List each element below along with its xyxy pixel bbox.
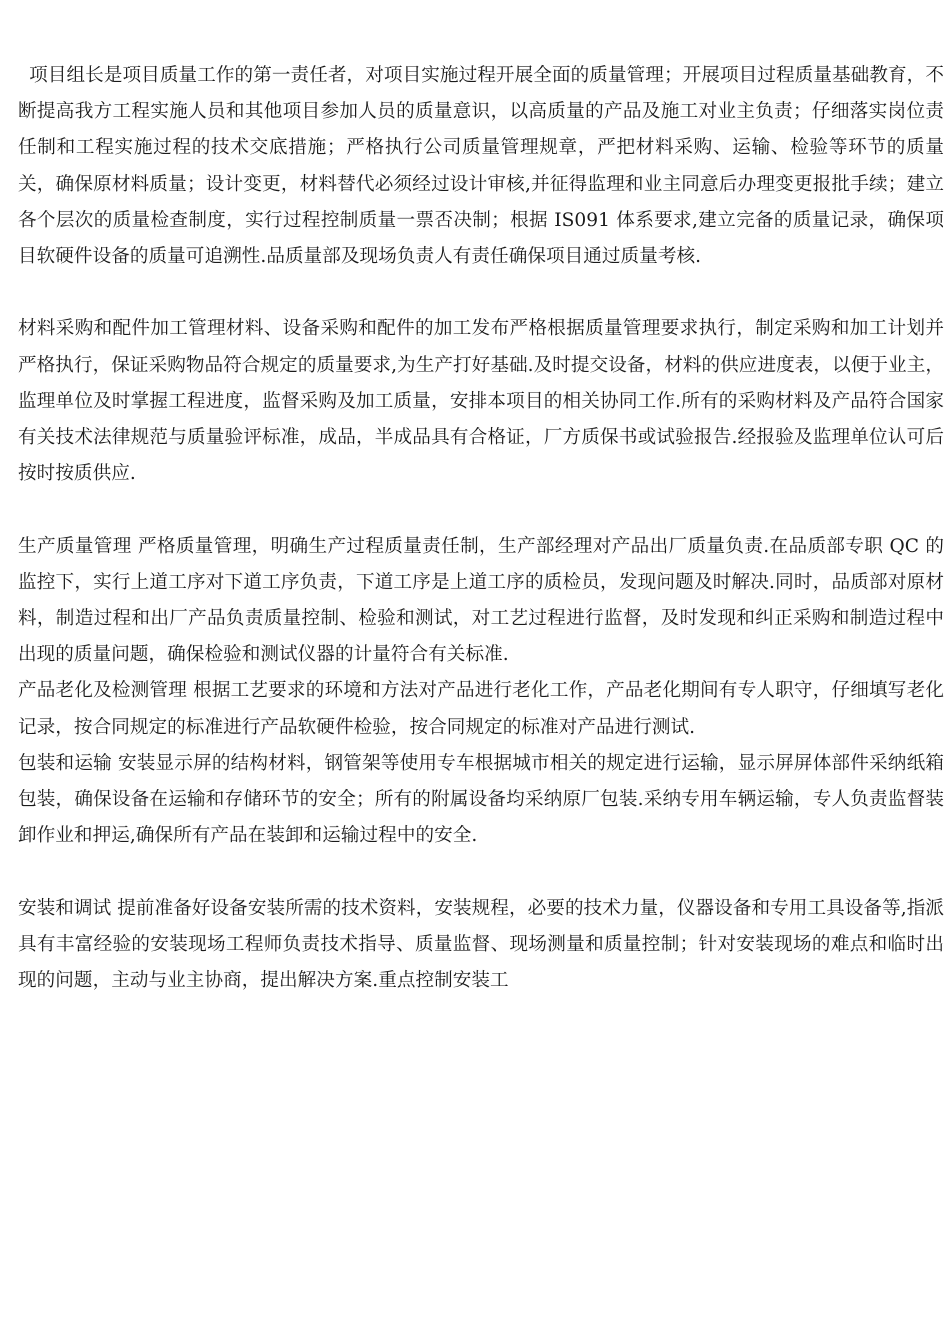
paragraph-production-quality: 生产质量管理 严格质量管理，明确生产过程质量责任制，生产部经理对产品出厂质量负责.在品质部专职 QC 的监控下，实行上道工序对下道工序负责，下道工序是上道工序的质检员，发现问题及时解决.同时，品质部对原材料，制造过程和出厂产品负责质量控制、检验和测试，对工艺过程进行监督，及时发现和纠正采购和制造过程中出现的质量问题，确保检验和测试仪器的计量符合有关标准. [18,535,944,666]
paragraph-material-procurement: 材料采购和配件加工管理材料、设备采购和配件的加工发布严格根据质量管理要求执行，制定采购和加工计划并严格执行，保证采购物品符合规定的质量要求,为生产打好基础.及时提交设备，材料的供应进度表，以便于业主，监理单位及时掌握工程进度，监督采购及加工质量，安排本项目的相关协同工作.所有的采购材料及产品符合国家有关技术法律规范与质量验评标准，成品，半成品具有合格证，厂方质保书或试验报告.经报验及监理单位认可后按时按质供应. [18,318,944,485]
document-body [18,58,944,999]
paragraph-packaging-transport: 包装和运输 安装显示屏的结构材料，钢管架等使用专车根据城市相关的规定进行运输，显示屏屏体部件采纳纸箱包装，确保设备在运输和存储环节的安全；所有的附属设备均采纳原厂包装.采纳专用车辆运输，专人负责监督装卸作业和押运,确保所有产品在装卸和运输过程中的安全. [18,752,944,847]
paragraph-installation-debugging: 安装和调试 提前准备好设备安装所需的技术资料，安装规程，必要的技术力量，仪器设备和专用工具设备等,指派具有丰富经验的安装现场工程师负责技术指导、质量监督、现场测量和质量控制；针对安装现场的难点和临时出现的问题，主动与业主协商，提出解决方案.重点控制安装工 [18,897,944,992]
paragraph-aging-testing: 产品老化及检测管理 根据工艺要求的环境和方法对产品进行老化工作，产品老化期间有专人职守，仔细填写老化记录，按合同规定的标准进行产品软硬件检验，按合同规定的标准对产品进行测试. [18,680,944,738]
paragraph-project-leader-quality: 项目组长是项目质量工作的第一责任者，对项目实施过程开展全面的质量管理；开展项目过程质量基础教育，不断提高我方工程实施人员和其他项目参加人员的质量意识，以高质量的产品及施工对业主负责；仔细落实岗位责任制和工程实施过程的技术交底措施；严格执行公司质量管理规章，严把材料采购、运输、检验等环节的质量关，确保原材料质量；设计变更，材料替代必须经过设计审核,并征得监理和业主同意后办理变更报批手续；建立各个层次的质量检查制度，实行过程控制质量一票否决制；根据 IS091 体系要求,建立完备的质量记录，确保项目软硬件设备的质量可追溯性.品质量部及现场负责人有责任确保项目通过质量考核. [18,65,944,268]
